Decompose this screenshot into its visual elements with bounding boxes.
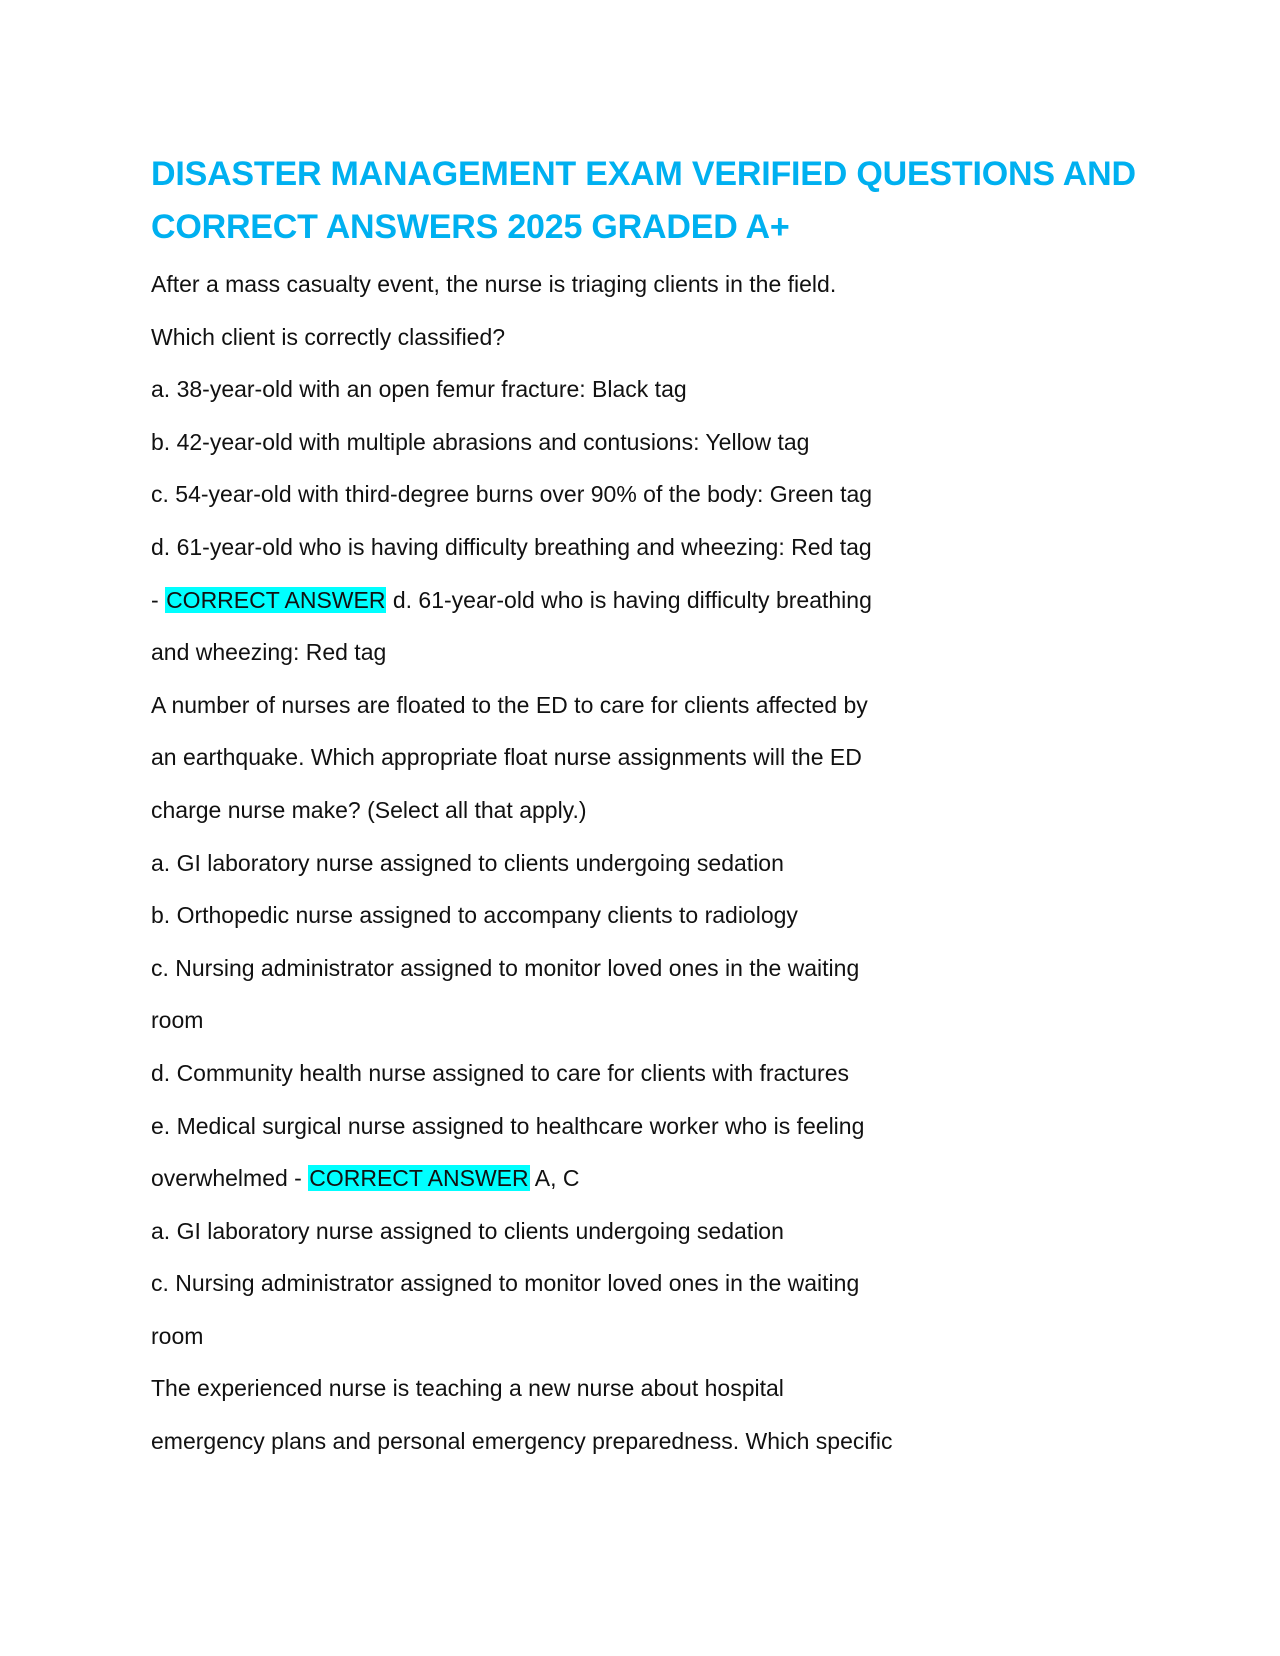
title-line-1: DISASTER MANAGEMENT EXAM VERIFIED QUESTIONS AND	[151, 155, 1136, 193]
text-line	[151, 1047, 1151, 1100]
line-text: emergency plans and personal emergency preparedness. Which specific	[151, 1428, 893, 1455]
line-text: a. GI laboratory nurse assigned to clients undergoing sedation	[151, 1217, 784, 1244]
text-line	[151, 784, 1151, 837]
line-text: c. 54-year-old with third-degree burns over 90% of the body: Green tag	[151, 481, 873, 508]
title-line-2: CORRECT ANSWERS 2025 GRADED A+	[151, 208, 790, 246]
document-title	[151, 148, 1151, 254]
text-line	[151, 679, 1151, 732]
text-line	[151, 626, 1151, 679]
line-text: c. Nursing administrator assigned to monitor loved ones in the waiting	[151, 1270, 860, 1297]
line-text: a. 38-year-old with an open femur fracture: Black tag	[151, 376, 687, 403]
line-text: Which client is correctly classified?	[151, 323, 506, 350]
text-line	[151, 574, 1151, 627]
text-line	[151, 311, 1151, 364]
text-line	[151, 1100, 1151, 1153]
text-line	[151, 258, 1151, 311]
line-text: room	[151, 1322, 204, 1349]
line-text-after-highlight: A, C	[529, 1165, 580, 1192]
text-line	[151, 889, 1151, 942]
document-body	[151, 258, 1151, 1468]
line-text: A number of nurses are floated to the ED to care for clients affected by	[151, 691, 868, 718]
text-line	[151, 1310, 1151, 1363]
line-text: b. Orthopedic nurse assigned to accompany clients to radiology	[151, 902, 798, 929]
text-line	[151, 363, 1151, 416]
line-text: d. Community health nurse assigned to care for clients with fractures	[151, 1059, 849, 1086]
text-line	[151, 1152, 1151, 1205]
line-text-after-highlight: d. 61-year-old who is having difficulty breathing	[386, 586, 872, 613]
line-text: a. GI laboratory nurse assigned to clients undergoing sedation	[151, 849, 784, 876]
correct-answer-highlight: CORRECT ANSWER	[309, 1165, 529, 1192]
line-text: room	[151, 1007, 204, 1034]
line-text: b. 42-year-old with multiple abrasions and contusions: Yellow tag	[151, 428, 810, 455]
text-line	[151, 521, 1151, 574]
document-content	[151, 148, 1151, 1468]
line-text: The experienced nurse is teaching a new nurse about hospital	[151, 1375, 784, 1402]
text-line	[151, 1205, 1151, 1258]
line-text: d. 61-year-old who is having difficulty breathing and wheezing: Red tag	[151, 533, 872, 560]
correct-answer-highlight: CORRECT ANSWER	[166, 586, 386, 613]
line-text: charge nurse make? (Select all that apply.)	[151, 796, 587, 823]
text-line	[151, 731, 1151, 784]
line-text: After a mass casualty event, the nurse is triaging clients in the field.	[151, 271, 837, 297]
line-text: c. Nursing administrator assigned to monitor loved ones in the waiting	[151, 954, 860, 981]
line-text: and wheezing: Red tag	[151, 639, 387, 666]
text-line	[151, 994, 1151, 1047]
line-text: -	[151, 586, 166, 613]
text-line	[151, 837, 1151, 890]
text-line	[151, 1257, 1151, 1310]
line-text: e. Medical surgical nurse assigned to healthcare worker who is feeling	[151, 1112, 865, 1139]
text-line	[151, 1415, 1151, 1468]
line-text: an earthquake. Which appropriate float nurse assignments will the ED	[151, 744, 862, 771]
text-line	[151, 468, 1151, 521]
line-text: overwhelmed -	[151, 1165, 309, 1192]
text-line	[151, 942, 1151, 995]
text-line	[151, 416, 1151, 469]
text-line	[151, 1362, 1151, 1415]
